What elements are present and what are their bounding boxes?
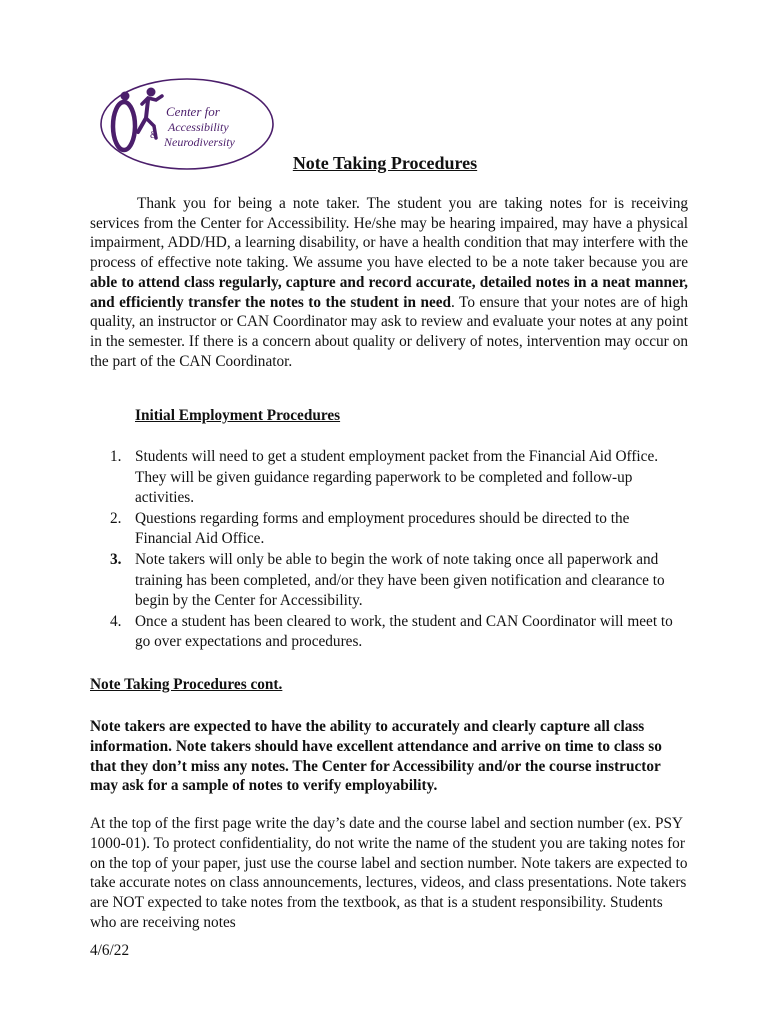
footer-date: 4/6/22 — [90, 942, 130, 959]
list-item — [90, 612, 690, 653]
page-title: Note Taking Procedures — [292, 153, 478, 173]
list-item-number: 4. — [110, 612, 122, 630]
intro-bold-requirements: able to attend class regularly, capture and record accurate, detailed notes in a neat manner, and efficiently transfer the notes to the student in need — [90, 273, 688, 311]
list-item-text: Students will need to get a student employment packet from the Financial Aid Office. They will be given guidance regarding paperwork to be completed and follow-up activities. — [135, 448, 659, 507]
intro-text-start: Thank you for being a note taker. The student you are taking notes for is receiving services from the Center for Accessibility. He/she may be hearing impaired, may have a physical impairment, ADD/HD, a learning disability, or have a health condition that may interfere with the process of effective note taking. We assume you have elected to be a note taker because you are — [90, 195, 688, 272]
list-item-number: 3. — [110, 550, 122, 568]
initial-employment-heading: Initial Employment Procedures — [135, 407, 341, 424]
list-item-text: Note takers will only be able to begin the work of note taking once all paperwork and training has been completed, and/or they have been given notification and clearance to begin by the Center for Accessibility. — [135, 550, 665, 610]
list-item-number: 1. — [110, 448, 122, 465]
list-item-text: Once a student has been cleared to work, the student and CAN Coordinator will meet to go over expectations and procedures. — [135, 612, 673, 651]
intro-paragraph — [90, 194, 688, 371]
list-item-text: Questions regarding forms and employment procedures should be directed to the Financial Aid Office. — [135, 509, 630, 548]
expectations-paragraph: Note takers are expected to have the ability to accurately and clearly capture all class information. Note takers should have excellent attendance and arrive on time to class so that they don’t miss any notes. The Center for Accessibility and/or the course instructor may ask for a sample of notes to verify employability. — [90, 718, 662, 795]
logo-ampersand: & — [150, 130, 158, 141]
list-item-number: 2. — [110, 509, 122, 527]
list-item — [90, 447, 690, 509]
first-page-instructions-paragraph: At the top of the first page write the day’s date and the course label and section number (ex. PSY 1000-01). To protect confidentiality, do not write the name of the student you are taking notes for on the top of your paper, just use the course label and section number. Note takers are expected to take accurate notes on class announcements, lectures, videos, and class presentations. Note takers are NOT expected to take notes from the textbook, as that is a student responsibility. Students who are receiving notes — [90, 815, 688, 931]
intro-text-end: . To ensure that your notes are of high quality, an instructor or CAN Coordinator may ask to review and evaluate your notes at any point in the semester. If there is a concern about quality or delivery of notes, intervention may occur on the part of the CAN Coordinator. — [90, 293, 688, 370]
logo-line1: Center for — [166, 104, 220, 119]
procedures-cont-heading: Note Taking Procedures cont. — [90, 676, 283, 693]
employment-steps-list — [90, 447, 690, 653]
list-item — [90, 509, 690, 550]
list-item — [90, 550, 690, 612]
logo-line2: Accessibility — [168, 120, 229, 134]
logo-line3: Neurodiversity — [164, 135, 235, 149]
